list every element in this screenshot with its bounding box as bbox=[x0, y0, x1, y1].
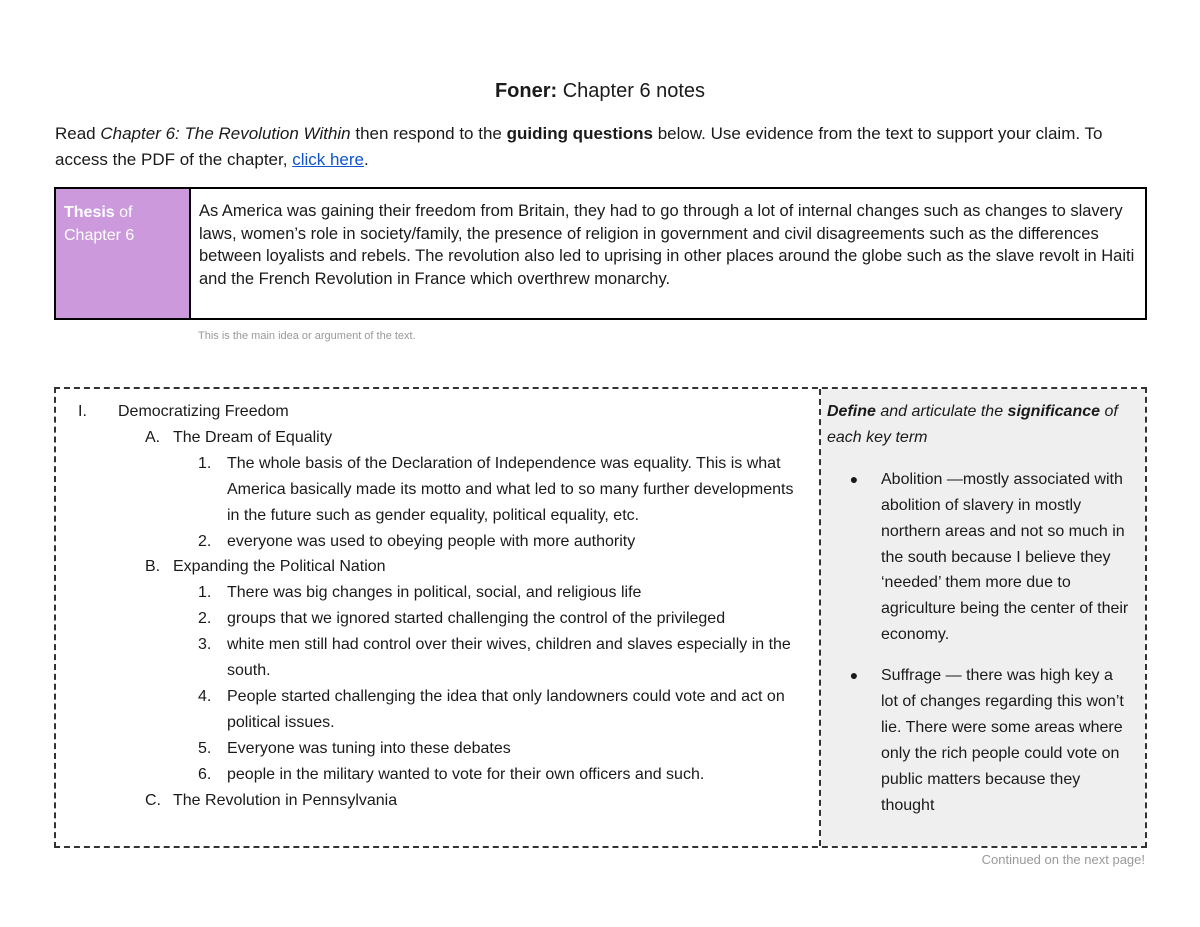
key-terms-list bbox=[827, 467, 1139, 819]
heading-text: and articulate the bbox=[875, 403, 1008, 420]
point-text: people in the military wanted to vote for their own officers and such. bbox=[227, 765, 705, 783]
subsection-title: The Dream of Equality bbox=[173, 428, 333, 446]
thesis-text[interactable]: As America was gaining their freedom from Britain, they had to go through a lot of internal changes such as changes to slavery laws, women’s role in society/family, the presence of religion in government and civil disagreements such as the differences between loyalists and rebels. The revolution also led to uprising in other places around the globe such as the slave revolt in Haiti and the French Revolution in France which overthrew monarchy. bbox=[199, 202, 1135, 288]
title-author: Foner: bbox=[494, 80, 558, 102]
key-terms-column[interactable] bbox=[821, 389, 1145, 846]
pdf-link[interactable]: click here bbox=[292, 150, 364, 169]
point-text: groups that we ignored started challenging the control of the privileged bbox=[227, 610, 726, 628]
outline-point bbox=[56, 736, 816, 762]
intro-text: . bbox=[364, 150, 369, 169]
section-title: Democratizing Freedom bbox=[118, 403, 289, 420]
subsection-title: The Revolution in Pennsylvania bbox=[173, 791, 398, 809]
point-number: 2. bbox=[198, 610, 212, 628]
key-term-item bbox=[827, 663, 1139, 818]
key-term-text: Suffrage — there was high key a lot of changes regarding this won’t lie. There were some areas where only the rich people could vote on public matters because they thought bbox=[881, 667, 1124, 814]
outline-point bbox=[56, 632, 816, 684]
point-number: 1. bbox=[198, 584, 212, 602]
subsection-letter: A. bbox=[145, 428, 161, 446]
intro-text: below. Use evidence from the text to support your claim. To access the PDF of the chapter, bbox=[55, 124, 1103, 169]
bullet-icon: ● bbox=[849, 667, 859, 684]
point-text: The whole basis of the Declaration of Independence was equality. This is what America basically made its motto and what led to so many further developments in the future such as gender equality, political equality, etc. bbox=[227, 454, 794, 524]
heading-define: Define bbox=[827, 403, 876, 420]
outline-point bbox=[56, 762, 816, 788]
heading-significance: significance bbox=[1007, 403, 1101, 420]
point-text: People started challenging the idea that only landowners could vote and act on political issues. bbox=[227, 687, 785, 731]
subsection-letter: B. bbox=[145, 558, 161, 576]
point-number: 6. bbox=[198, 765, 212, 783]
thesis-label-rest: of Chapter 6 bbox=[64, 204, 135, 244]
title-text: Chapter 6 notes bbox=[557, 80, 706, 102]
outline-subsection bbox=[56, 425, 816, 451]
thesis-label bbox=[56, 189, 191, 318]
instructions bbox=[55, 121, 1150, 173]
intro-text: then respond to the bbox=[350, 124, 507, 143]
outline-list bbox=[56, 399, 816, 814]
thesis-table bbox=[54, 187, 1147, 320]
outline-point bbox=[56, 580, 816, 606]
section-number: I. bbox=[78, 403, 87, 420]
outline-column[interactable] bbox=[56, 389, 821, 846]
notes-table bbox=[54, 387, 1147, 848]
continued-note: Continued on the next page! bbox=[981, 852, 1145, 867]
key-term-item bbox=[827, 467, 1139, 648]
point-text: Everyone was tuning into these debates bbox=[227, 739, 511, 757]
thesis-caption: This is the main idea or argument of the text. bbox=[198, 330, 416, 342]
point-text: white men still had control over their wives, children and slaves especially in the south. bbox=[227, 636, 791, 680]
bullet-icon: ● bbox=[849, 470, 859, 487]
page-title bbox=[0, 78, 1200, 104]
chapter-title: Chapter 6: The Revolution Within bbox=[100, 124, 351, 143]
subsection-letter: C. bbox=[145, 791, 161, 809]
heading-text: of each key term bbox=[827, 403, 1118, 446]
outline-point bbox=[56, 684, 816, 736]
outline-subsection bbox=[56, 554, 816, 580]
point-number: 4. bbox=[198, 687, 212, 705]
outline-section bbox=[56, 399, 816, 425]
point-text: everyone was used to obeying people with more authority bbox=[227, 532, 636, 550]
point-number: 1. bbox=[198, 454, 212, 472]
intro-text: Read bbox=[55, 124, 101, 143]
point-number: 3. bbox=[198, 636, 212, 654]
outline-subsection bbox=[56, 788, 816, 814]
key-term-text: Abolition —mostly associated with abolition of slavery in mostly northern areas and not so much in the south because I believe they ‘needed’ them more due to agriculture being the center of their economy. bbox=[881, 470, 1129, 644]
point-number: 5. bbox=[198, 739, 212, 757]
thesis-label-bold: Thesis bbox=[64, 204, 115, 221]
outline-point bbox=[56, 606, 816, 632]
guiding-questions: guiding questions bbox=[506, 124, 653, 143]
point-text: There was big changes in political, social, and religious life bbox=[227, 584, 642, 602]
outline-point bbox=[56, 529, 816, 555]
subsection-title: Expanding the Political Nation bbox=[173, 558, 386, 576]
point-number: 2. bbox=[198, 532, 212, 550]
outline-point bbox=[56, 451, 816, 529]
key-terms-heading bbox=[827, 399, 1139, 451]
